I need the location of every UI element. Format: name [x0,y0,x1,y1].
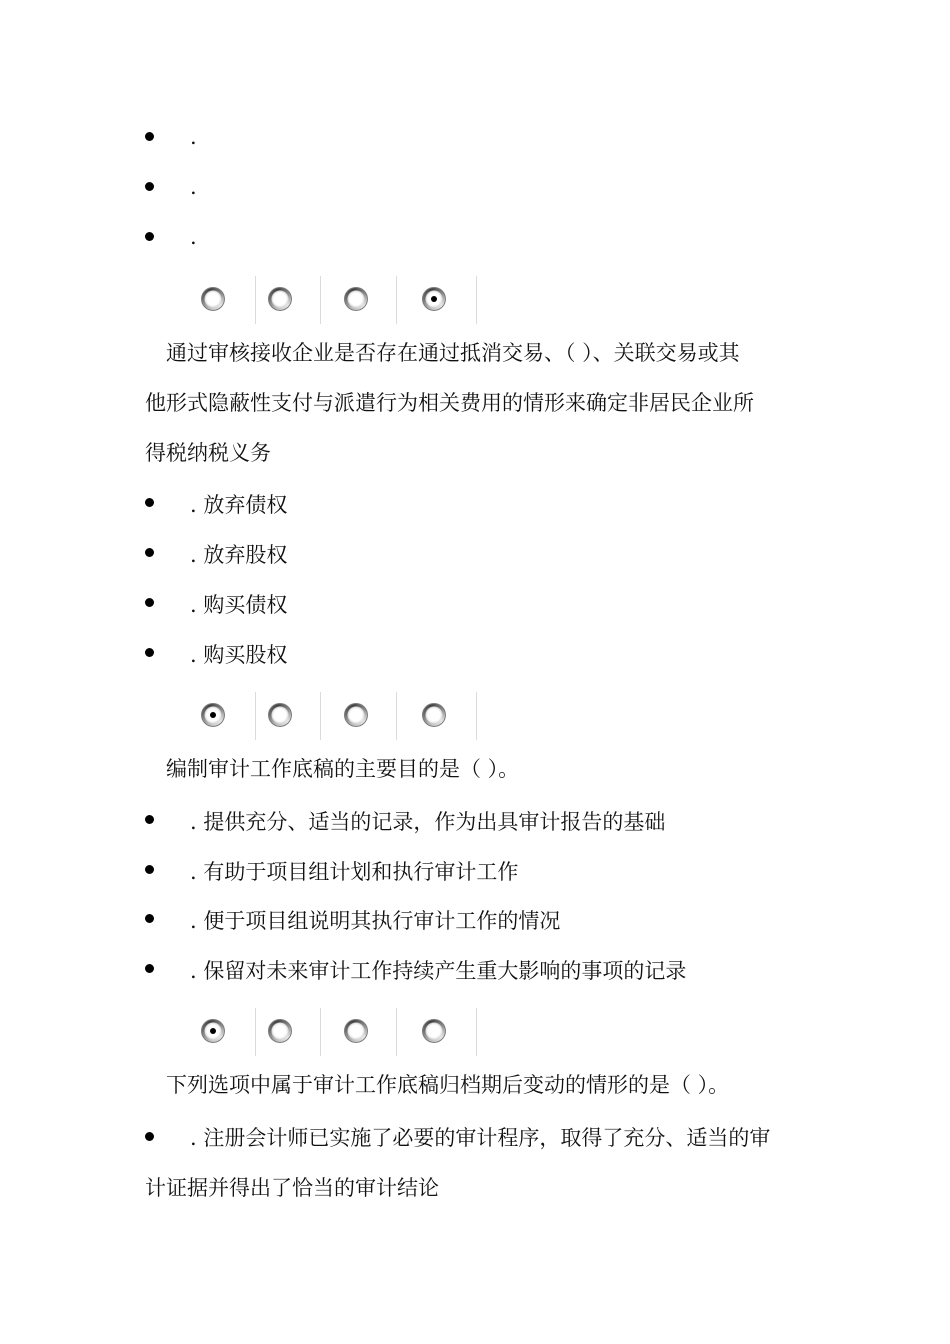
bullet-icon [145,648,154,657]
question-line: 通过审核接收企业是否存在通过抵消交易、（ ）、关联交易或其 [166,341,740,365]
option-label: . [190,175,197,199]
bullet-icon [145,598,154,607]
bullet-icon [145,1132,154,1141]
radio-option-b[interactable] [268,703,292,727]
radio-option-d[interactable] [422,1019,446,1043]
option-label-continued: 计证据并得出了恰当的审计结论 [145,1176,439,1200]
radio-option-c[interactable] [344,703,368,727]
question-line: 下列选项中属于审计工作底稿归档期后变动的情形的是（ ）。 [166,1073,730,1097]
option-label: . 放弃债权 [190,493,288,517]
question-line: 得税纳税义务 [145,441,271,465]
option-label: . [190,125,197,149]
option-label: . 购买债权 [190,593,288,617]
option-label: . 购买股权 [190,643,288,667]
bullet-icon [145,964,154,973]
radio-option-c[interactable] [344,1019,368,1043]
bullet-icon [145,132,154,141]
bullet-icon [145,865,154,874]
option-label: . 提供充分、适当的记录，作为出具审计报告的基础 [190,810,666,834]
bullet-icon [145,498,154,507]
question-text [145,744,815,794]
radio-option-c[interactable] [344,287,368,311]
radio-option-b[interactable] [268,287,292,311]
question-line: 他形式隐蔽性支付与派遣行为相关费用的情形来确定非居民企业所 [145,391,754,415]
radio-option-b[interactable] [268,1019,292,1043]
option-label: . 注册会计师已实施了必要的审计程序，取得了充分、适当的审 [190,1126,771,1150]
question-line: 编制审计工作底稿的主要目的是（ ）。 [166,757,520,781]
question-text [145,1060,815,1110]
bullet-icon [145,548,154,557]
radio-option-d[interactable] [422,703,446,727]
option-label: . 保留对未来审计工作持续产生重大影响的事项的记录 [190,959,687,983]
radio-option-a[interactable] [201,287,225,311]
bullet-icon [145,232,154,241]
radio-option-a[interactable] [201,703,225,727]
answer-radio-group [193,1008,476,1058]
option-label: . [190,225,197,249]
bullet-icon [145,914,154,923]
answer-radio-group [193,276,476,326]
radio-option-a[interactable] [201,1019,225,1043]
option-label: . 有助于项目组计划和执行审计工作 [190,860,519,884]
bullet-icon [145,182,154,191]
answer-radio-group [193,692,476,742]
question-text [145,328,815,478]
option-label: . 放弃股权 [190,543,288,567]
bullet-icon [145,815,154,824]
option-label: . 便于项目组说明其执行审计工作的情况 [190,909,561,933]
radio-option-d[interactable] [422,287,446,311]
